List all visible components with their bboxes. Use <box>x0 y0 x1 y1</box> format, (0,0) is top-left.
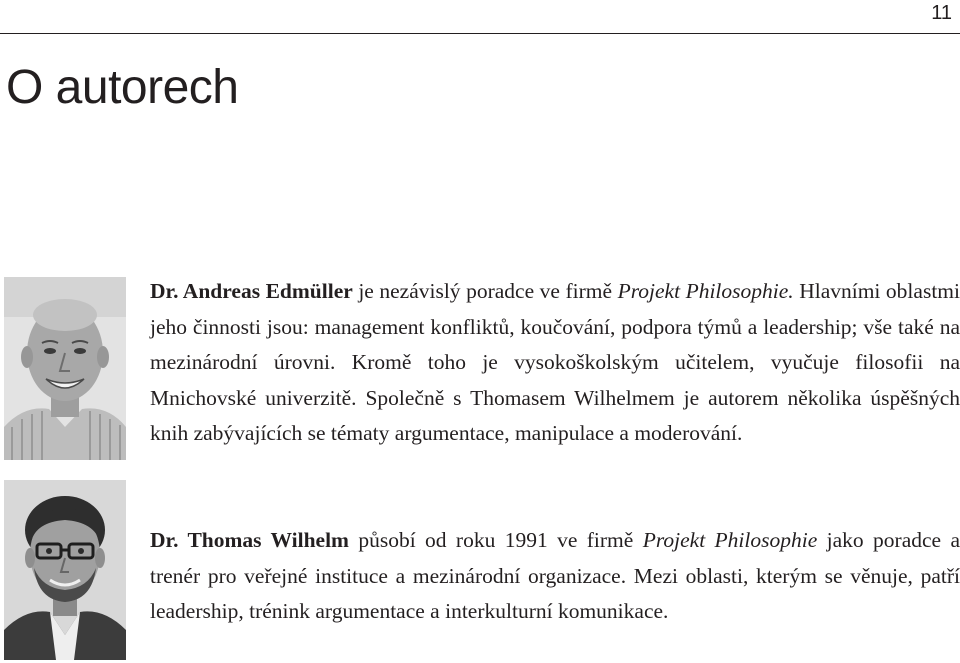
portrait-photo-icon <box>4 277 126 460</box>
author-name: Dr. Thomas Wilhelm <box>150 528 349 552</box>
bio-text: jako poradce a trenér pro veřejné instituce a mezinárodní organizace. Mezi oblasti, kterým se věnuje, patří leadership, trénink argumentace a interkulturní komunikace. <box>150 528 960 623</box>
author-name: Dr. Andreas Edmüller <box>150 279 353 303</box>
page-number: 11 <box>931 2 952 24</box>
company-name: Projekt Philosophie. <box>617 279 794 303</box>
bio-text: působí od roku 1991 ve firmě <box>348 528 643 552</box>
author-bio-wilhelm <box>150 523 960 630</box>
author-bio-edmuller <box>150 274 960 452</box>
author-photo-wilhelm <box>4 480 126 660</box>
bio-text: Hlavními oblastmi jeho činnosti jsou: management konfliktů, koučování, podpora týmů a leadership; vše také na mezinárodní úrovni. Kromě toho je vysokoškolským učitelem, vyučuje filosofii na Mnichovské univerzitě. Společně s Thomasem Wilhelmem je autorem několika úspěšných knih zabývajících se tématy argumentace, manipulace a moderování. <box>150 279 960 445</box>
page-title: O autorech <box>6 61 239 114</box>
portrait-photo-icon <box>4 480 126 660</box>
author-photo-edmuller <box>4 277 126 460</box>
header-rule <box>0 33 960 34</box>
company-name: Projekt Philosophie <box>642 528 818 552</box>
bio-text: je nezávislý poradce ve firmě <box>352 279 618 303</box>
